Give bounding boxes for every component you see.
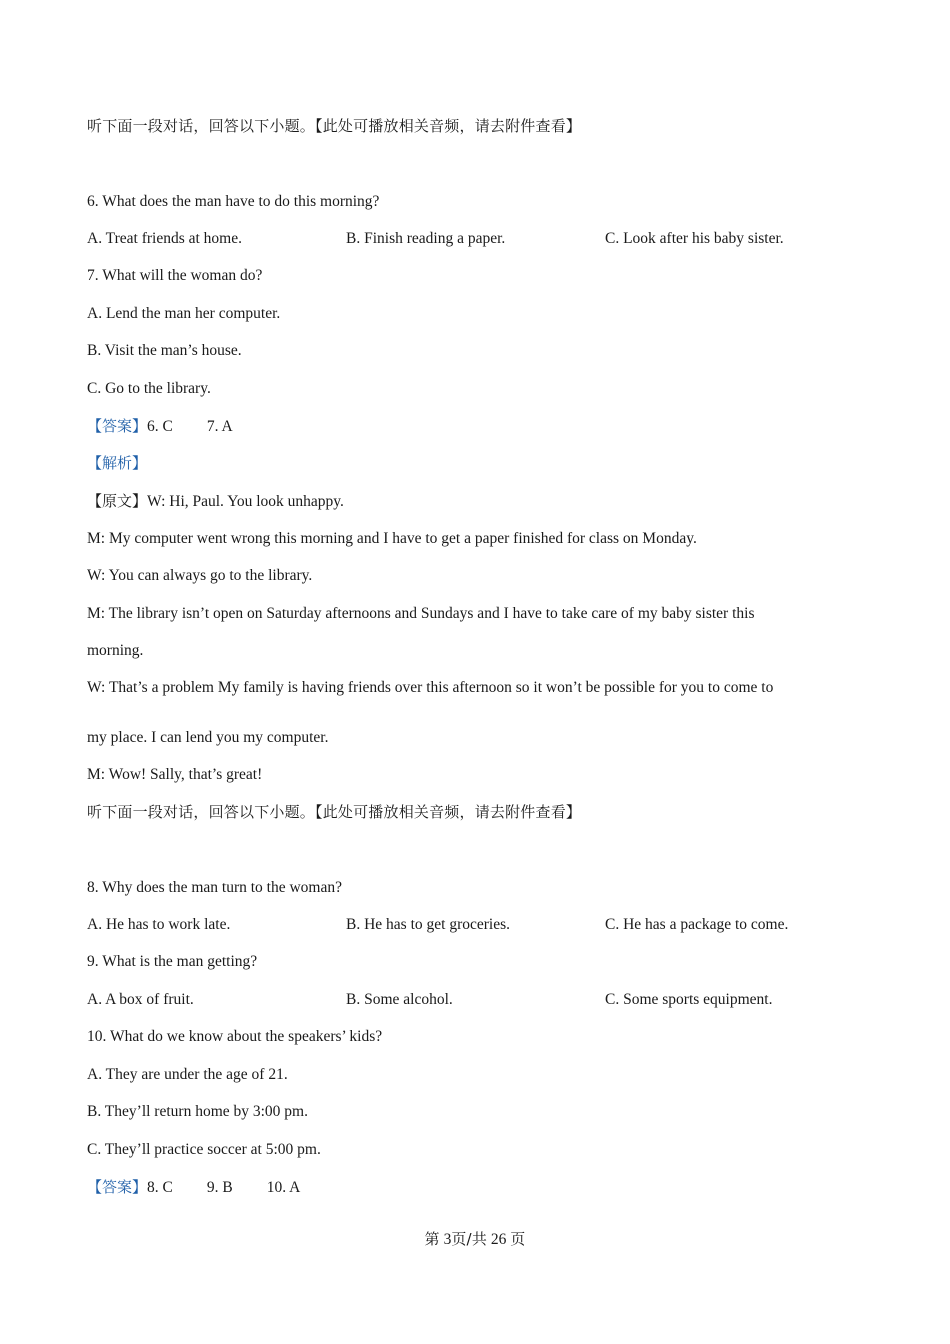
transcript-line-4: M: The library isn’t open on Saturday afternoons and Sundays and I have to take care of my baby sister this: [87, 605, 755, 622]
section-intro: 听下面一段对话，回答以下小题。【此处可播放相关音频，请去附件查看】: [87, 803, 582, 821]
answer-line: [87, 1177, 890, 1198]
transcript-line-6: W: That’s a problem My family is having friends over this afternoon so it won’t be possible for you to come to: [87, 679, 774, 696]
total-pages: 26: [490, 1231, 507, 1248]
question-7-option-a: A. Lend the man her computer.: [87, 305, 281, 322]
transcript-line-1: [87, 491, 890, 512]
option-a: A. He has to work late.: [87, 916, 231, 933]
page-footer: [0, 1229, 950, 1250]
question-7-stem: 7. What will the woman do?: [87, 267, 263, 284]
option-c: C. Look after his baby sister.: [605, 230, 784, 247]
transcript-text: W: Hi, Paul. You look unhappy.: [147, 493, 344, 510]
option-c: C. Some sports equipment.: [605, 991, 773, 1008]
option-b: B. He has to get groceries.: [346, 916, 510, 933]
option-b: B. Some alcohol.: [346, 991, 453, 1008]
footer-suffix: 页: [510, 1230, 526, 1248]
question-7-option-b: B. Visit the man’s house.: [87, 342, 242, 359]
answer-6: 6. C: [147, 418, 173, 435]
transcript-tag: 【原文】: [87, 492, 148, 510]
footer-prefix: 第: [424, 1230, 440, 1248]
option-a: A. A box of fruit.: [87, 991, 194, 1008]
question-10-option-a: A. They are under the age of 21.: [87, 1066, 288, 1083]
option-a: A. Treat friends at home.: [87, 230, 242, 247]
answer-tag: 【答案】: [87, 1178, 148, 1196]
transcript-line-7: my place. I can lend you my computer.: [87, 729, 329, 746]
answer-8: 8. C: [147, 1179, 173, 1196]
section-intro: 听下面一段对话，回答以下小题。【此处可播放相关音频，请去附件查看】: [87, 117, 582, 135]
analysis-line: [87, 453, 890, 474]
question-10-stem: 10. What do we know about the speakers’ kids?: [87, 1028, 383, 1045]
transcript-line-5: morning.: [87, 642, 144, 659]
analysis-tag: 【解析】: [87, 454, 148, 472]
question-9-stem: 9. What is the man getting?: [87, 953, 258, 970]
answer-tag: 【答案】: [87, 417, 148, 435]
transcript-line-3: W: You can always go to the library.: [87, 567, 313, 584]
question-6-stem: 6. What does the man have to do this morning?: [87, 193, 380, 210]
answer-line: [87, 416, 890, 437]
question-8-stem: 8. Why does the man turn to the woman?: [87, 879, 342, 896]
current-page: 3: [443, 1231, 452, 1248]
answer-7: 7. A: [206, 418, 233, 435]
question-10-option-c: C. They’ll practice soccer at 5:00 pm.: [87, 1141, 321, 1158]
transcript-line-8: M: Wow! Sally, that’s great!: [87, 766, 263, 783]
footer-middle: 页/共: [451, 1230, 488, 1248]
question-10-option-b: B. They’ll return home by 3:00 pm.: [87, 1103, 308, 1120]
answer-9: 9. B: [206, 1179, 233, 1196]
answer-10: 10. A: [266, 1179, 301, 1196]
question-7-option-c: C. Go to the library.: [87, 380, 211, 397]
option-c: C. He has a package to come.: [605, 916, 789, 933]
option-b: B. Finish reading a paper.: [346, 230, 506, 247]
transcript-line-2: M: My computer went wrong this morning and I have to get a paper finished for class on Monday.: [87, 530, 697, 547]
